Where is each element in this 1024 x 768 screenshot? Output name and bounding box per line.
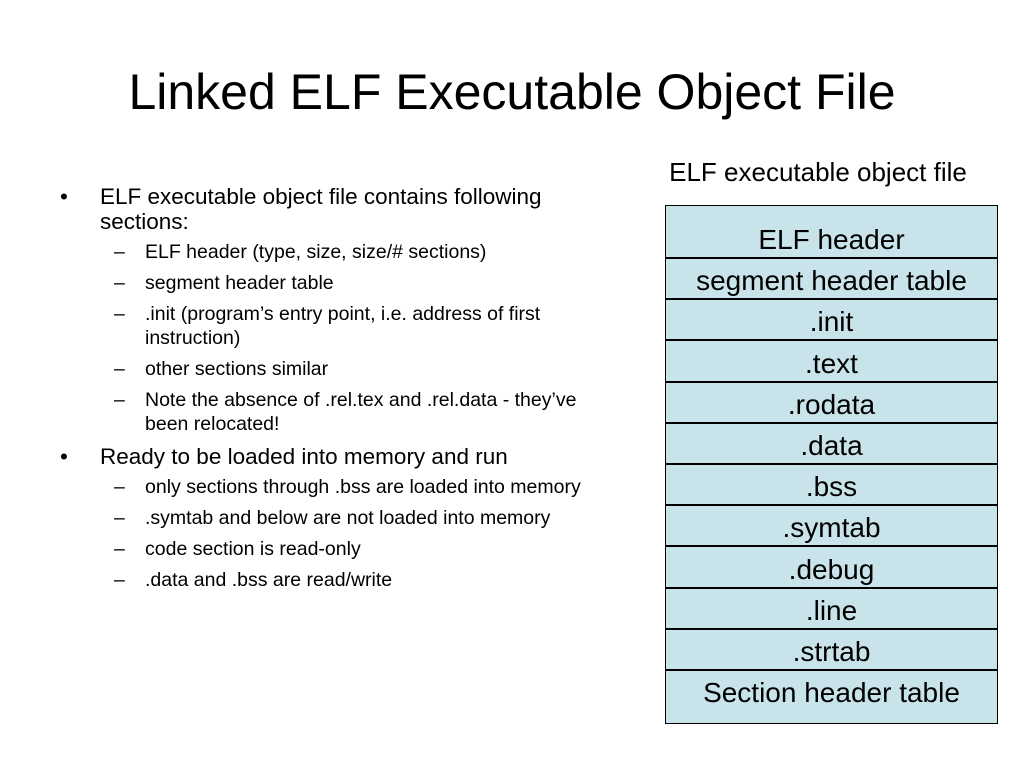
section-divider [666, 422, 997, 424]
sub-bullet-item [60, 537, 605, 561]
dash-marker: – [114, 272, 125, 294]
sub-bullet-text: .symtab and below are not loaded into memory [145, 507, 551, 529]
sub-bullet-text: Note the absence of .rel.tex and .rel.data - they’ve been relocated! [145, 389, 577, 435]
dash-marker: – [114, 507, 125, 529]
elf-section-row: .debug [788, 553, 875, 585]
elf-section-row: Section header table [703, 677, 960, 709]
sub-bullet-text: .init (program’s entry point, i.e. address of first instruction) [145, 303, 541, 349]
dash-marker: – [114, 358, 125, 380]
dash-marker: – [114, 389, 125, 411]
sub-bullet-list [100, 240, 605, 436]
section-divider [666, 587, 997, 589]
sub-bullet-text: only sections through .bss are loaded into memory [145, 476, 581, 498]
elf-section-row: .line [805, 594, 858, 626]
sub-bullet-item [60, 271, 605, 295]
sub-bullet-item [60, 475, 605, 499]
sub-bullet-item [60, 568, 605, 592]
section-divider [666, 628, 997, 630]
section-divider [666, 463, 997, 465]
bullet-list [60, 184, 605, 600]
section-divider [666, 339, 997, 341]
bullet-marker: • [60, 444, 68, 469]
section-divider [666, 298, 997, 300]
sub-bullet-item [60, 388, 605, 436]
sub-bullet-item [60, 240, 605, 264]
diagram-caption: ELF executable object file [669, 157, 967, 187]
section-divider [666, 504, 997, 506]
sub-bullet-item [60, 302, 605, 350]
sub-bullet-item [60, 357, 605, 381]
elf-section-row: .strtab [792, 636, 871, 667]
elf-section-table [665, 205, 998, 724]
slide-title: Linked ELF Executable Object File [128, 64, 896, 120]
sub-bullet-text: code section is read-only [145, 538, 361, 560]
dash-marker: – [114, 569, 125, 591]
sub-bullet-list [100, 475, 605, 592]
dash-marker: – [114, 538, 125, 560]
elf-section-row: .symtab [782, 512, 881, 544]
elf-section-row: .data [800, 430, 863, 461]
bullet-text: ELF executable object file contains following sections: [100, 184, 542, 234]
elf-section-row: segment header table [696, 265, 967, 297]
dash-marker: – [114, 476, 125, 498]
sub-bullet-text: other sections similar [145, 358, 329, 380]
section-divider [666, 545, 997, 547]
elf-section-row: ELF header [758, 224, 905, 255]
elf-section-row: .rodata [787, 388, 876, 420]
elf-section-row: .text [805, 347, 858, 379]
section-divider [666, 669, 997, 671]
elf-section-row: .bss [805, 471, 858, 503]
section-divider [666, 257, 997, 259]
sub-bullet-item [60, 506, 605, 530]
bullet-text: Ready to be loaded into memory and run [100, 444, 508, 469]
bullet-marker: • [60, 184, 68, 209]
bullet-item [60, 444, 605, 592]
dash-marker: – [114, 241, 125, 263]
sub-bullet-text: .data and .bss are read/write [145, 569, 393, 591]
section-divider [666, 381, 997, 383]
sub-bullet-text: ELF header (type, size, size/# sections) [145, 241, 487, 263]
dash-marker: – [114, 303, 125, 325]
sub-bullet-text: segment header table [145, 272, 334, 294]
elf-section-row: .init [809, 306, 854, 338]
bullet-item [60, 184, 605, 436]
